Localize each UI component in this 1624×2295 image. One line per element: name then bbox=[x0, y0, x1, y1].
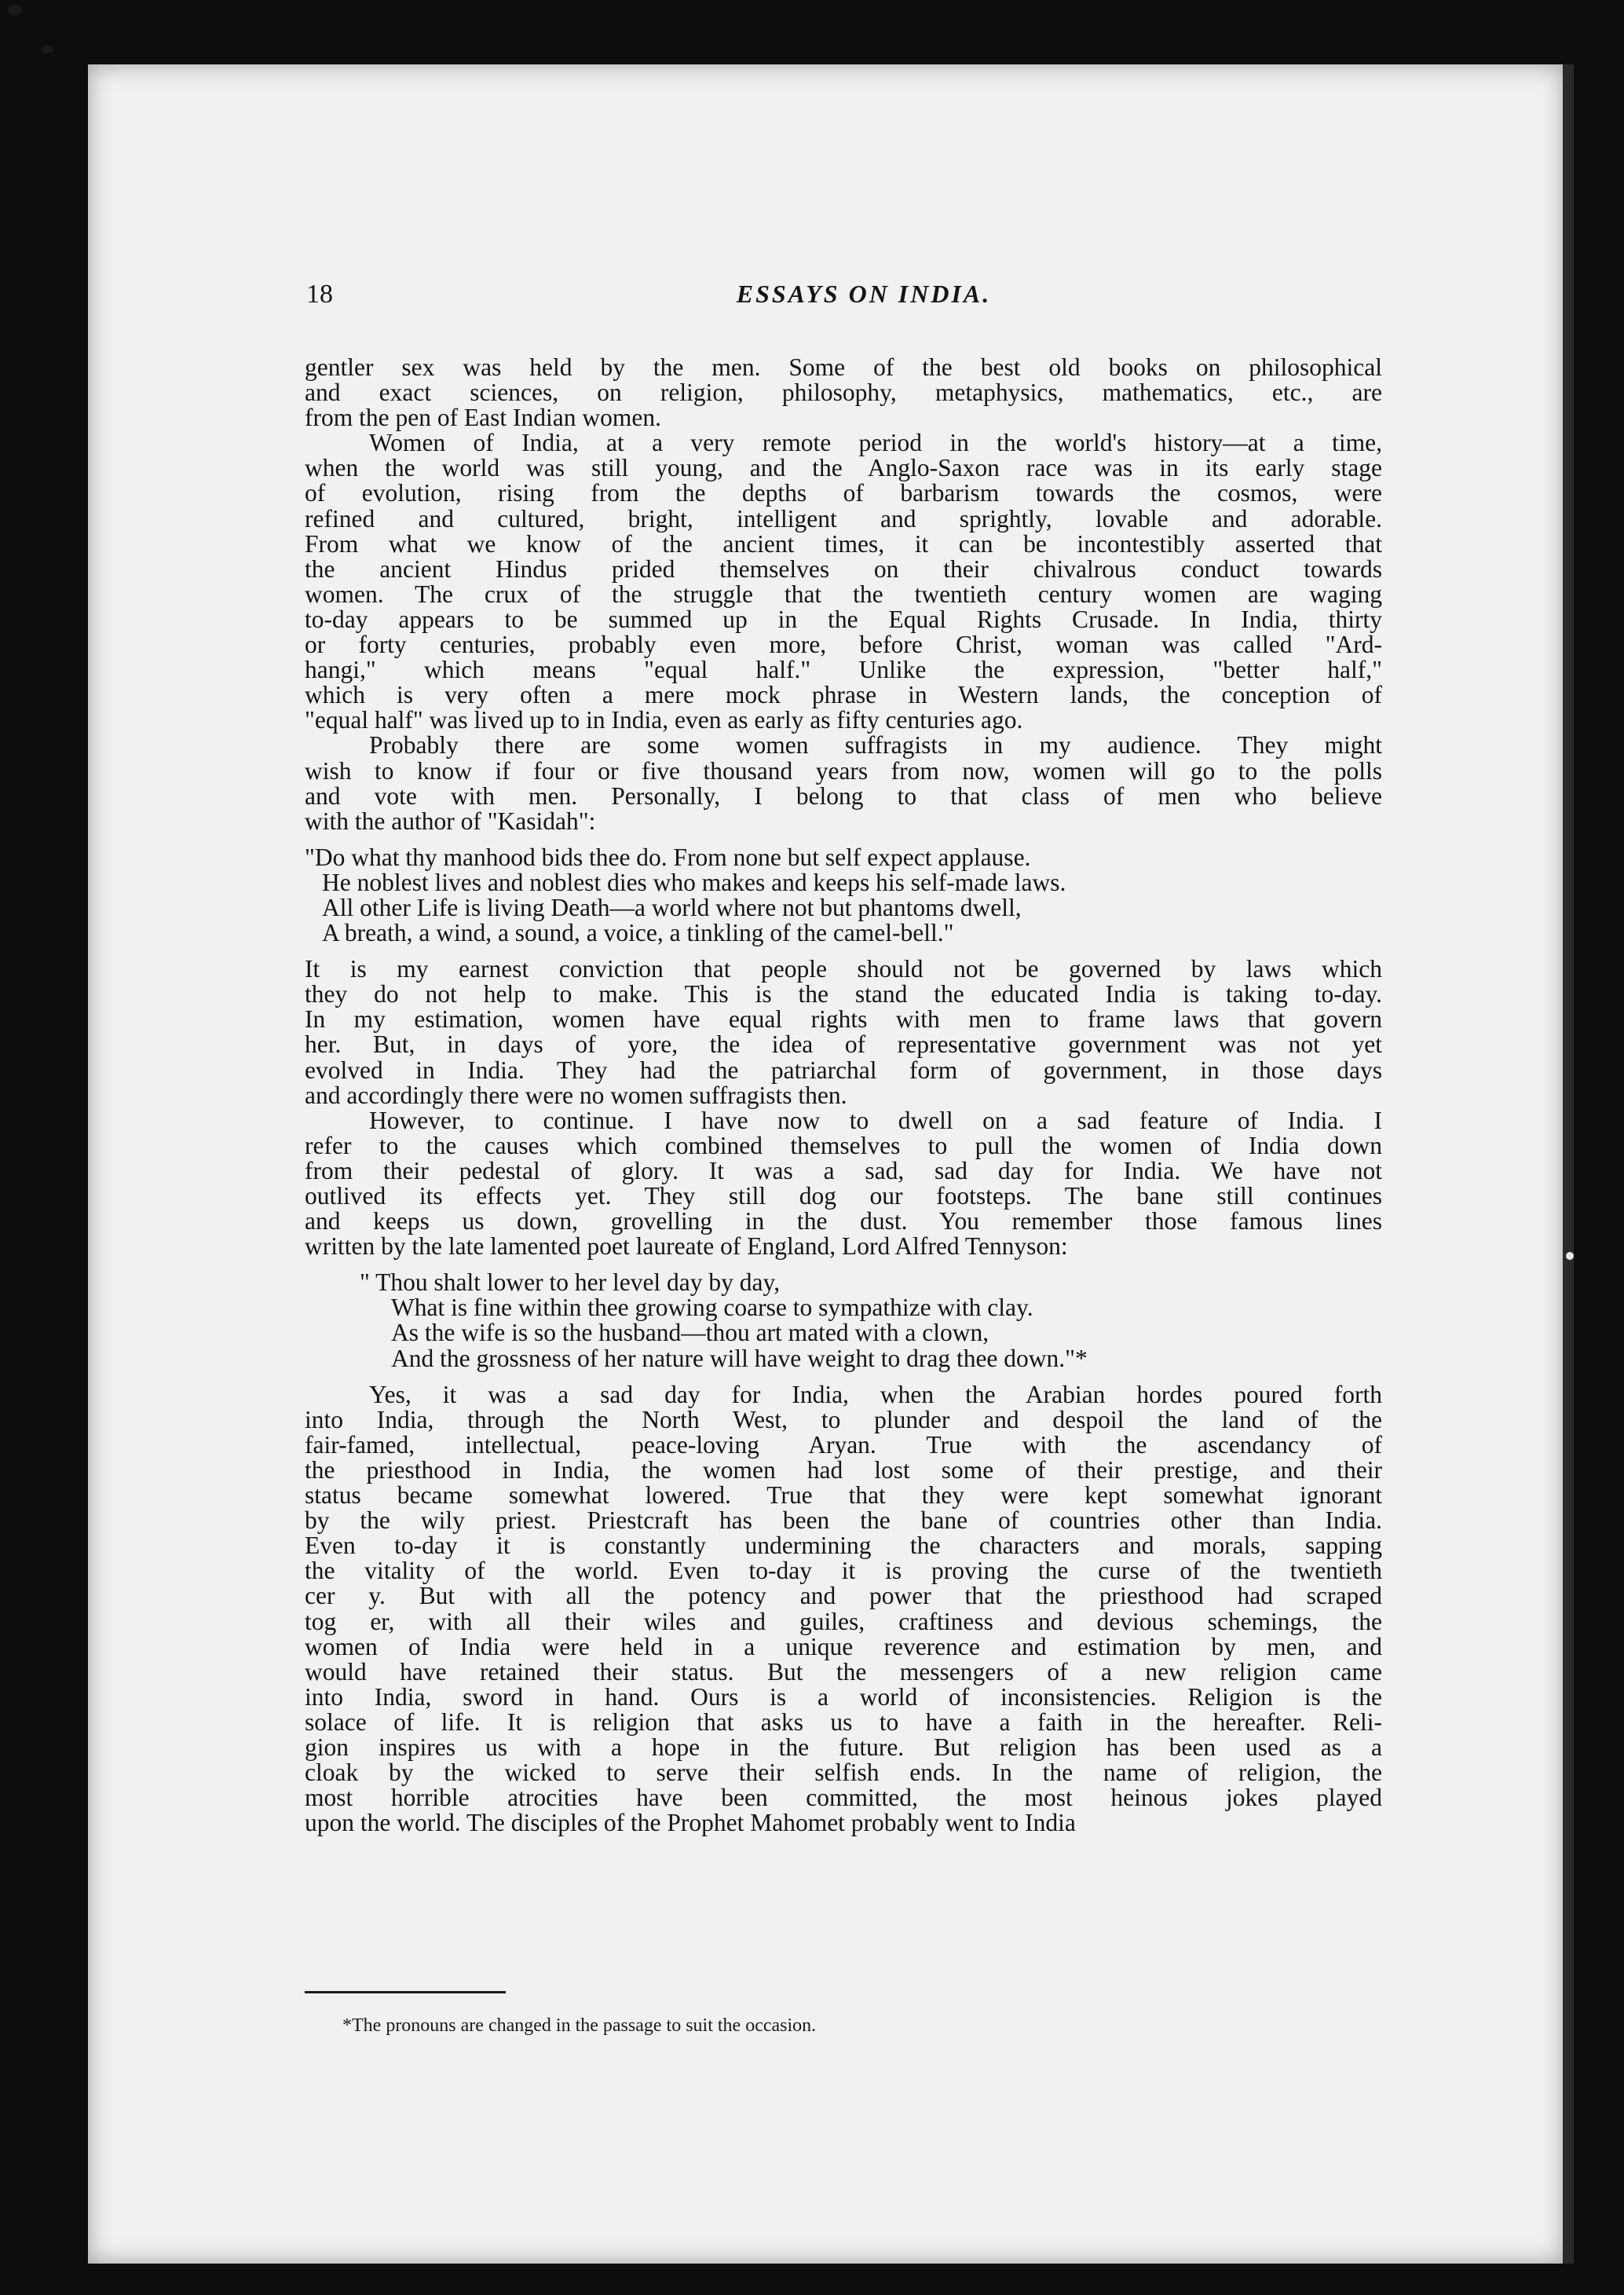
text-line: and exact sciences, on religion, philosophy, metaphysics, mathematics, etc., are bbox=[305, 379, 1382, 407]
text-line: into India, sword in hand. Ours is a world of inconsistencies. Religion is the bbox=[305, 1682, 1382, 1711]
text-line: to-day appears to be summed up in the Equal Rights Crusade. In India, thirty bbox=[305, 605, 1382, 633]
verse-quote bbox=[305, 1270, 1382, 1371]
text-line: would have retained their status. But the messengers of a new religion came bbox=[305, 1657, 1382, 1686]
verse-line: A breath, a wind, a sound, a voice, a tinkling of the camel-bell." bbox=[322, 919, 954, 947]
text-line: upon the world. The disciples of the Prophet Mahomet probably went to India bbox=[305, 1809, 1076, 1837]
text-line: solace of life. It is religion that asks us to have a faith in the hereafter. Reli- bbox=[305, 1708, 1382, 1736]
essay-body bbox=[305, 355, 1382, 1836]
footnote: *The pronouns are changed in the passage to suit the occasion. bbox=[342, 2015, 817, 2036]
verse-line: " Thou shalt lower to her level day by day, bbox=[360, 1268, 781, 1297]
verse-line: And the grossness of her nature will have weight to drag thee down."* bbox=[391, 1344, 1088, 1372]
paragraph bbox=[305, 355, 1382, 430]
text-line: they do not help to make. This is the stand the educated India is taking to-day. bbox=[305, 980, 1382, 1008]
running-title: ESSAYS ON INDIA. bbox=[736, 280, 992, 308]
text-line: gentler sex was held by the men. Some of the best old books on philosophical bbox=[305, 353, 1382, 381]
text-line: her. But, in days of yore, the idea of representative government was not yet bbox=[305, 1030, 1382, 1059]
paragraph bbox=[305, 430, 1382, 733]
paragraph bbox=[305, 957, 1382, 1108]
text-line: with the author of "Kasidah": bbox=[305, 807, 596, 835]
text-line: or forty centuries, probably even more, before Christ, woman was called "Ard- bbox=[305, 631, 1382, 659]
text-line: of evolution, rising from the depths of barbarism towards the cosmos, were bbox=[305, 479, 1382, 507]
text-line: and vote with men. Personally, I belong to that class of men who believe bbox=[305, 781, 1382, 810]
text-line: tog er, with all their wiles and guiles, craftiness and devious schemings, the bbox=[305, 1607, 1382, 1635]
text-line: From what we know of the ancient times, it can be incontestibly asserted that bbox=[305, 529, 1382, 558]
text-line: women of India were held in a unique reverence and estimation by men, and bbox=[305, 1632, 1382, 1660]
verse-line: He noblest lives and noblest dies who makes and keeps his self-made laws. bbox=[322, 868, 1066, 896]
text-line: written by the late lamented poet laureate of England, Lord Alfred Tennyson: bbox=[305, 1232, 1068, 1261]
paragraph bbox=[305, 1382, 1382, 1836]
verse-line: "Do what thy manhood bids thee do. From none but self expect applause. bbox=[305, 843, 1031, 871]
footnote-rule bbox=[305, 1991, 506, 1993]
scan-speck bbox=[1566, 1252, 1574, 1260]
text-line: cloak by the wicked to serve their selfish ends. In the name of religion, the bbox=[305, 1759, 1382, 1787]
page-header bbox=[306, 280, 1398, 319]
text-line: from the pen of East Indian women. bbox=[305, 404, 661, 432]
text-line: Even to-day it is constantly undermining the characters and morals, sapping bbox=[305, 1532, 1382, 1560]
text-line: hangi," which means "equal half." Unlike the expression, "better half," bbox=[305, 656, 1382, 684]
text-line: Yes, it was a sad day for India, when the Arabian hordes poured forth bbox=[369, 1380, 1382, 1408]
text-line: gion inspires us with a hope in the future. But religion has been used as a bbox=[305, 1733, 1382, 1761]
text-line: cer y. But with all the potency and power that the priesthood had scraped bbox=[305, 1582, 1382, 1610]
text-line: which is very often a mere mock phrase in Western lands, the conception of bbox=[305, 681, 1382, 709]
text-line: from their pedestal of glory. It was a sad, sad day for India. We have not bbox=[305, 1156, 1382, 1184]
text-line: the vitality of the world. Even to-day it is proving the curse of the twentieth bbox=[305, 1557, 1382, 1585]
text-line: "equal half" was lived up to in India, even as early as fifty centuries ago. bbox=[305, 706, 1023, 734]
text-line: status became somewhat lowered. True that they were kept somewhat ignorant bbox=[305, 1481, 1382, 1510]
text-line: wish to know if four or five thousand years from now, women will go to the polls bbox=[305, 756, 1382, 785]
verse-line: What is fine within thee growing coarse to sympathize with clay. bbox=[391, 1294, 1033, 1322]
text-line: Women of India, at a very remote period in the world's history—at a time, bbox=[369, 429, 1382, 457]
text-line: and keeps us down, grovelling in the dust. You remember those famous lines bbox=[305, 1207, 1382, 1235]
text-line: It is my earnest conviction that people should not be governed by laws which bbox=[305, 955, 1382, 983]
text-line: fair-famed, intellectual, peace-loving Aryan. True with the ascendancy of bbox=[305, 1430, 1382, 1459]
text-line: In my estimation, women have equal rights with men to frame laws that govern bbox=[305, 1005, 1382, 1034]
text-line: into India, through the North West, to plunder and despoil the land of the bbox=[305, 1405, 1382, 1433]
verse-line: As the wife is so the husband—thou art mated with a clown, bbox=[391, 1319, 989, 1347]
text-line: the priesthood in India, the women had lost some of their prestige, and their bbox=[305, 1455, 1382, 1484]
text-line: However, to continue. I have now to dwell on a sad feature of India. I bbox=[369, 1106, 1382, 1134]
text-line: by the wily priest. Priestcraft has been the bane of countries other than India. bbox=[305, 1506, 1382, 1535]
paragraph bbox=[305, 1108, 1382, 1260]
text-line: women. The crux of the struggle that the twentieth century women are waging bbox=[305, 580, 1382, 608]
scan-speck bbox=[41, 46, 53, 53]
text-line: and accordingly there were no women suffragists then. bbox=[305, 1081, 847, 1109]
text-line: Probably there are some women suffragists in my audience. They might bbox=[369, 731, 1382, 760]
text-line: most horrible atrocities have been committed, the most heinous jokes played bbox=[305, 1784, 1382, 1812]
page-edge bbox=[1563, 64, 1574, 2264]
text-line: outlived its effects yet. They still dog our footsteps. The bane still continues bbox=[305, 1182, 1382, 1210]
text-line: refer to the causes which combined themselves to pull the women of India down bbox=[305, 1131, 1382, 1159]
text-line: evolved in India. They had the patriarchal form of government, in those days bbox=[305, 1056, 1382, 1084]
scan-speck bbox=[8, 5, 22, 16]
paragraph bbox=[305, 733, 1382, 833]
page-number: 18 bbox=[306, 280, 333, 309]
verse-line: All other Life is living Death—a world where not but phantoms dwell, bbox=[322, 893, 1022, 921]
verse-quote bbox=[305, 845, 1382, 946]
text-line: refined and cultured, bright, intelligent and sprightly, lovable and adorable. bbox=[305, 504, 1382, 533]
text-line: the ancient Hindus prided themselves on their chivalrous conduct towards bbox=[305, 555, 1382, 583]
text-line: when the world was still young, and the Anglo-Saxon race was in its early stage bbox=[305, 454, 1382, 482]
